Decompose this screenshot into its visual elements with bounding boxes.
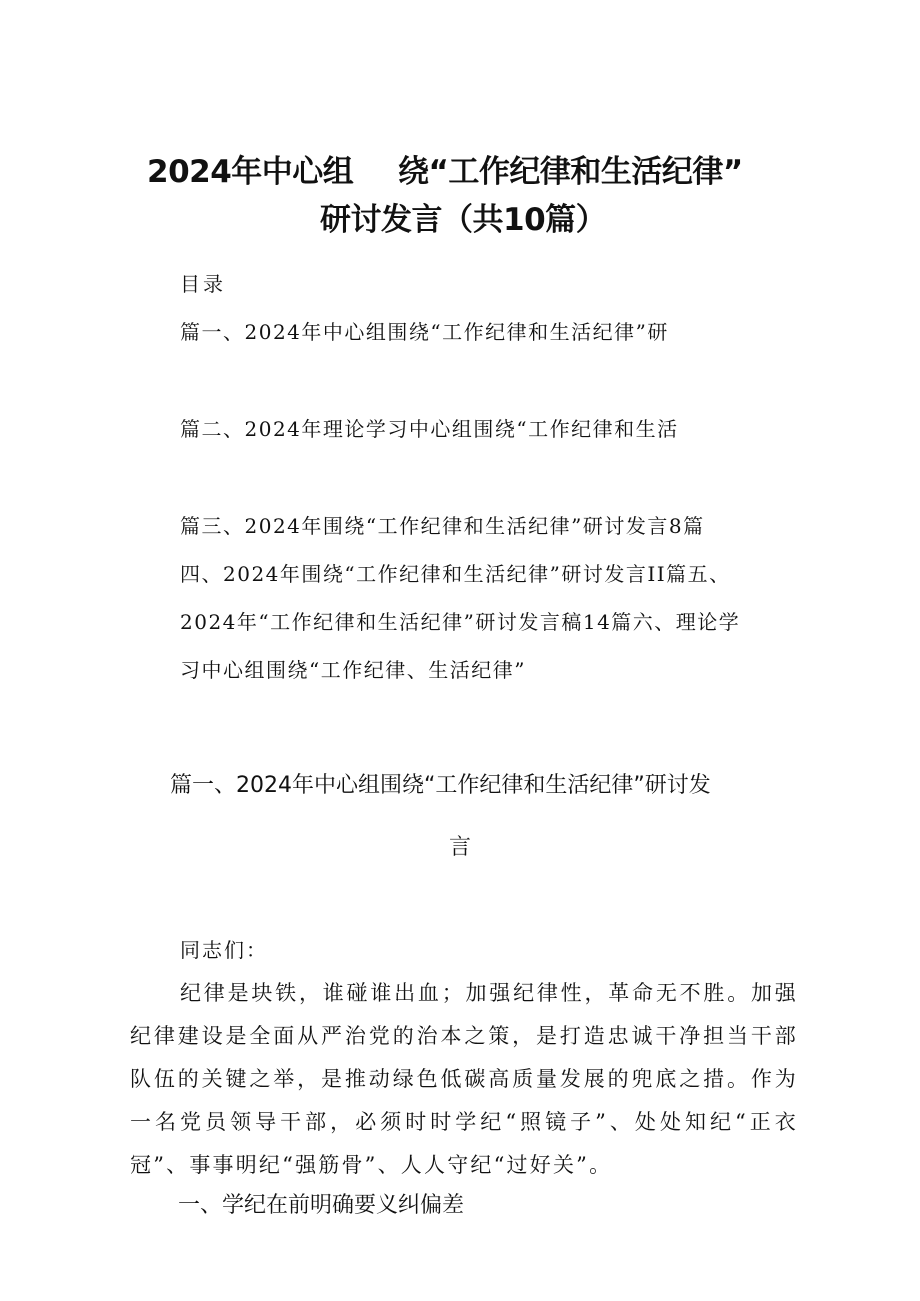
body-paragraph: 纪律是块铁，谁碰谁出血；加强纪律性，革命无不胜。加强纪律建设是全面从严治党的治本之策，是打造忠诚干净担当干部队伍的关键之举，是推动绿色低碳高质量发展的兜底之措。作为一名党员领导干部，必须时时学纪“照镜子”、处处知纪“正衣冠”、事事明纪“强筋骨”、人人守纪“过好关”。 [130, 981, 798, 1177]
document-title-line1-part1: 2024年中心组 [147, 154, 354, 190]
toc-line: 四、2024年围绕“工作纪律和生活纪律”研讨发言II篇五、 [180, 562, 731, 586]
document-title-line2: 研讨发言（共10篇） [320, 202, 607, 238]
toc-line: 篇三、2024年围绕“工作纪律和生活纪律”研讨发言8篇 [180, 514, 705, 538]
toc-line: 篇一、2024年中心组围绕“工作纪律和生活纪律”研 [180, 320, 669, 344]
salutation: 同志们： [180, 938, 268, 962]
toc-line: 篇二、2024年理论学习中心组围绕“工作纪律和生活 [180, 417, 679, 441]
section-title-line2: 言 [449, 835, 472, 860]
toc-heading: 目录 [180, 272, 226, 296]
document-title-line1-part2: 绕“工作纪律和生活纪律” [398, 154, 743, 190]
toc-line: 习中心组围绕“工作纪律、生活纪律” [180, 658, 526, 682]
section-title-line1: 篇一、2024年中心组围绕“工作纪律和生活纪律”研讨发 [170, 773, 711, 798]
section-heading-1: 一、学纪在前明确要义纠偏差 [178, 1193, 465, 1218]
toc-line: 2024年“工作纪律和生活纪律”研讨发言稿14篇六、理论学 [180, 610, 741, 634]
